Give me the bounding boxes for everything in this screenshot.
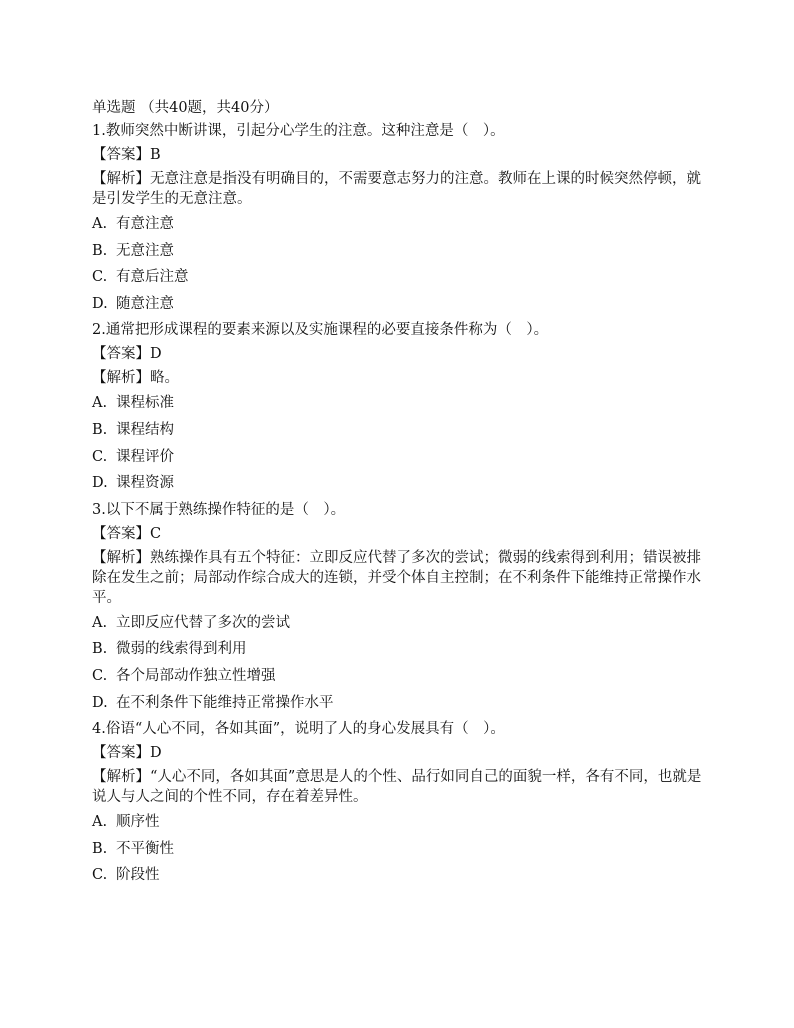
option-letter: C. xyxy=(92,667,108,684)
option-b xyxy=(92,420,704,440)
option-text: 随意注意 xyxy=(116,295,174,312)
option-letter: B. xyxy=(92,641,108,658)
option-a xyxy=(92,214,704,234)
option-letter: D. xyxy=(92,475,108,492)
question-stem: 1.教师突然中断讲课，引起分心学生的注意。这种注意是（ ）。 xyxy=(92,123,505,139)
option-c xyxy=(92,865,704,885)
option-letter: D. xyxy=(92,295,108,312)
question-block xyxy=(92,500,704,713)
question-list xyxy=(92,98,704,892)
option-b xyxy=(92,839,704,859)
option-letter: B. xyxy=(92,840,108,857)
question-answer: 【答案】D xyxy=(92,745,162,762)
question-block xyxy=(92,121,704,314)
option-text: 有意后注意 xyxy=(116,269,189,286)
option-letter: C. xyxy=(92,269,108,286)
option-letter: A. xyxy=(92,216,108,232)
question-analysis: 【解析】无意注意是指没有明确目的，不需要意志努力的注意。教师在上课的时候突然停顿，就是引发学生的无意注意。 xyxy=(92,171,701,207)
question-analysis: 【解析】熟练操作具有五个特征：立即反应代替了多次的尝试；微弱的线索得到利用；错误被排除在发生之前；局部动作综合成大的连锁，并受个体自主控制；在不利条件下能维持正常操作水平。 xyxy=(92,549,701,606)
option-text: 微弱的线索得到利用 xyxy=(116,641,247,658)
option-text: 立即反应代替了多次的尝试 xyxy=(116,614,290,631)
option-text: 阶段性 xyxy=(116,867,160,884)
option-text: 有意注意 xyxy=(116,216,174,232)
question-analysis: 【解析】略。 xyxy=(92,370,179,387)
option-text: 课程资源 xyxy=(116,475,174,492)
section-title: 单选题 （共40题，共40分） xyxy=(92,100,279,116)
option-text: 课程标准 xyxy=(116,395,174,412)
question-answer: 【答案】C xyxy=(92,525,162,542)
option-b xyxy=(92,241,704,261)
question-answer: 【答案】D xyxy=(92,346,162,363)
option-letter: B. xyxy=(92,242,108,259)
option-d xyxy=(92,473,704,493)
option-c xyxy=(92,267,704,287)
question-stem: 2.通常把形成课程的要素来源以及实施课程的必要直接条件称为（ ）。 xyxy=(92,322,549,339)
option-c xyxy=(92,447,704,467)
option-letter: B. xyxy=(92,421,108,438)
option-letter: A. xyxy=(92,814,108,831)
option-text: 在不利条件下能维持正常操作水平 xyxy=(116,694,334,711)
option-a xyxy=(92,812,704,832)
question-stem: 3.以下不属于熟练操作特征的是（ ）。 xyxy=(92,501,346,518)
option-c xyxy=(92,666,704,686)
option-d xyxy=(92,294,704,314)
option-letter: A. xyxy=(92,395,108,412)
question-analysis: 【解析】“人心不同，各如其面”意思是人的个性、品行如同自己的面貌一样，各有不同，也就是说人与人之间的个性不同，存在着差异性。 xyxy=(92,769,702,806)
option-a xyxy=(92,613,704,633)
option-text: 各个局部动作独立性增强 xyxy=(116,667,276,684)
option-letter: C. xyxy=(92,867,108,884)
option-text: 课程结构 xyxy=(116,421,174,438)
option-text: 无意注意 xyxy=(116,242,174,259)
option-text: 顺序性 xyxy=(116,814,160,831)
option-text: 课程评价 xyxy=(116,448,174,465)
question-block xyxy=(92,719,704,885)
question-stem: 4.俗语“人心不同，各如其面”，说明了人的身心发展具有（ ）。 xyxy=(92,721,505,738)
option-d xyxy=(92,693,704,713)
option-letter: D. xyxy=(92,694,108,711)
option-b xyxy=(92,639,704,659)
option-text: 不平衡性 xyxy=(116,840,174,857)
option-letter: A. xyxy=(92,614,108,631)
option-a xyxy=(92,393,704,413)
option-letter: C. xyxy=(92,448,108,465)
question-answer: 【答案】B xyxy=(92,147,161,163)
question-block xyxy=(92,320,704,493)
